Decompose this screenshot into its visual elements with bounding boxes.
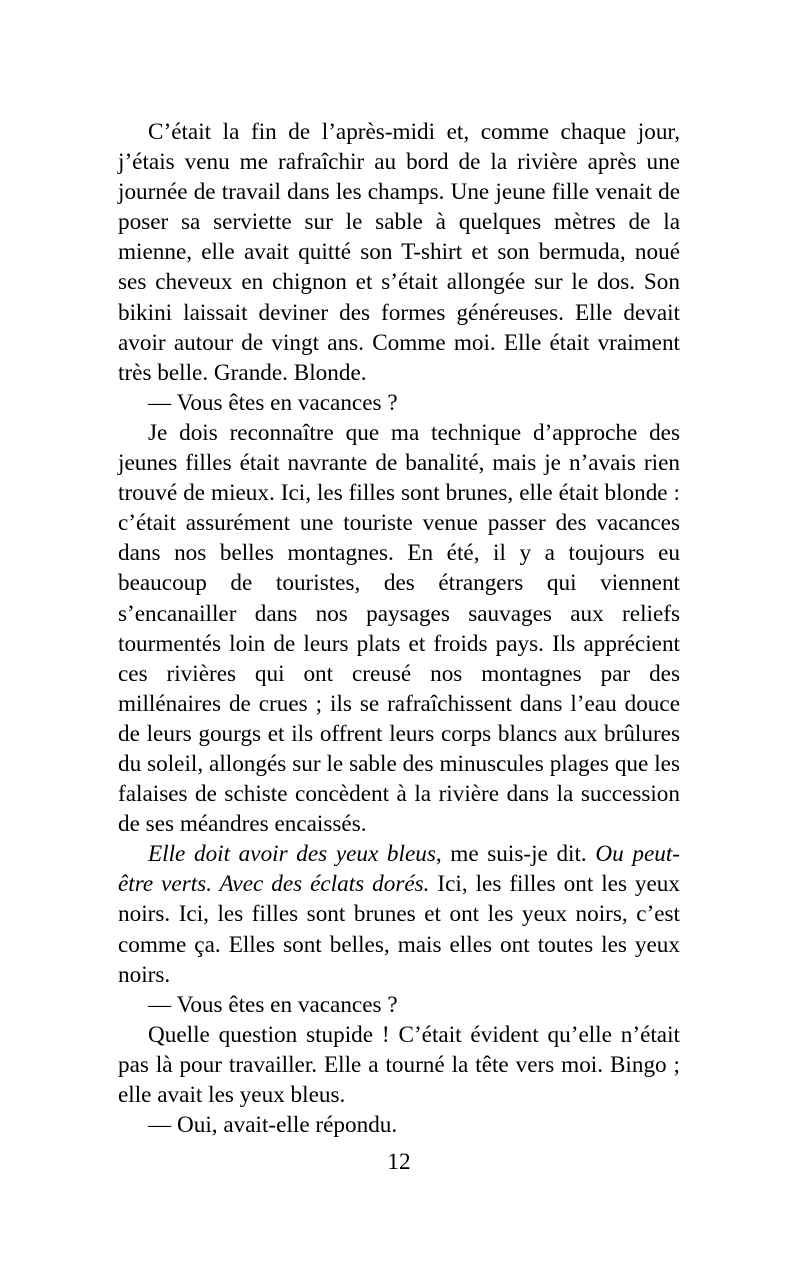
paragraph-1: C’était la fin de l’après-midi et, comme chaque jour, j’étais venu me rafraîchir au bord de la rivière après une journée de travail dans les champs. Une jeune fille venait de poser sa serviette sur le sable à quelques mètres de la mienne, elle avait quitté son T-shirt et son bermuda, noué ses cheveux en chignon et s’était allongée sur le dos. Son bikini laissait deviner des formes généreuses. Elle devait avoir autour de vingt ans. Comme moi. Elle était vraiment très belle. Grande. Blonde. [118,119,680,386]
page-number: 12 [387,1149,411,1175]
paragraph-4: Quelle question stupide ! C’était évident qu’elle n’était pas là pour travailler. Elle a tourné la tête vers moi. Bingo ; elle avait les yeux bleus. [118,1021,680,1108]
dialogue-line-1: — Vous êtes en vacances ? [148,389,398,416]
italic-thought-2: Ou peut-être verts. Avec des éclats dorés. [118,841,680,898]
italic-thought-1: Elle doit avoir des yeux bleus [148,841,436,868]
paragraph-3-text-1: , me suis-je dit. [435,841,596,868]
book-page-body [118,117,680,1140]
dialogue-line-3: — Oui, avait-elle répondu. [148,1112,398,1139]
paragraph-2: Je dois reconnaître que ma technique d’approche des jeunes filles était navrante de banalité, mais je n’avais rien trouvé de mieux. Ici, les filles sont brunes, elle était blonde : c’était assurément une touriste venue passer des vacances dans nos belles montagnes. En été, il y a toujours eu beaucoup de touristes, des étrangers qui viennent s’encanailler dans nos paysages sauvages aux reliefs tourmentés loin de leurs plats et froids pays. Ils apprécient ces rivières qui ont creusé nos montagnes par des millénaires de crues ; ils se rafraîchissent dans l’eau douce de leurs gourgs et ils offrent leurs corps blancs aux brûlures du soleil, allongés sur le sable des minuscules plages que les falaises de schiste concèdent à la rivière dans la succession de ses méandres encaissés. [118,419,680,838]
paragraph-3-text-2: Ici, les filles ont les yeux noirs. Ici, les filles sont brunes et ont les yeux noirs, c’est comme ça. Elles sont belles, mais elles ont toutes les yeux noirs. [118,871,680,988]
dialogue-line-2: — Vous êtes en vacances ? [148,991,398,1018]
paragraph-3 [118,839,680,989]
